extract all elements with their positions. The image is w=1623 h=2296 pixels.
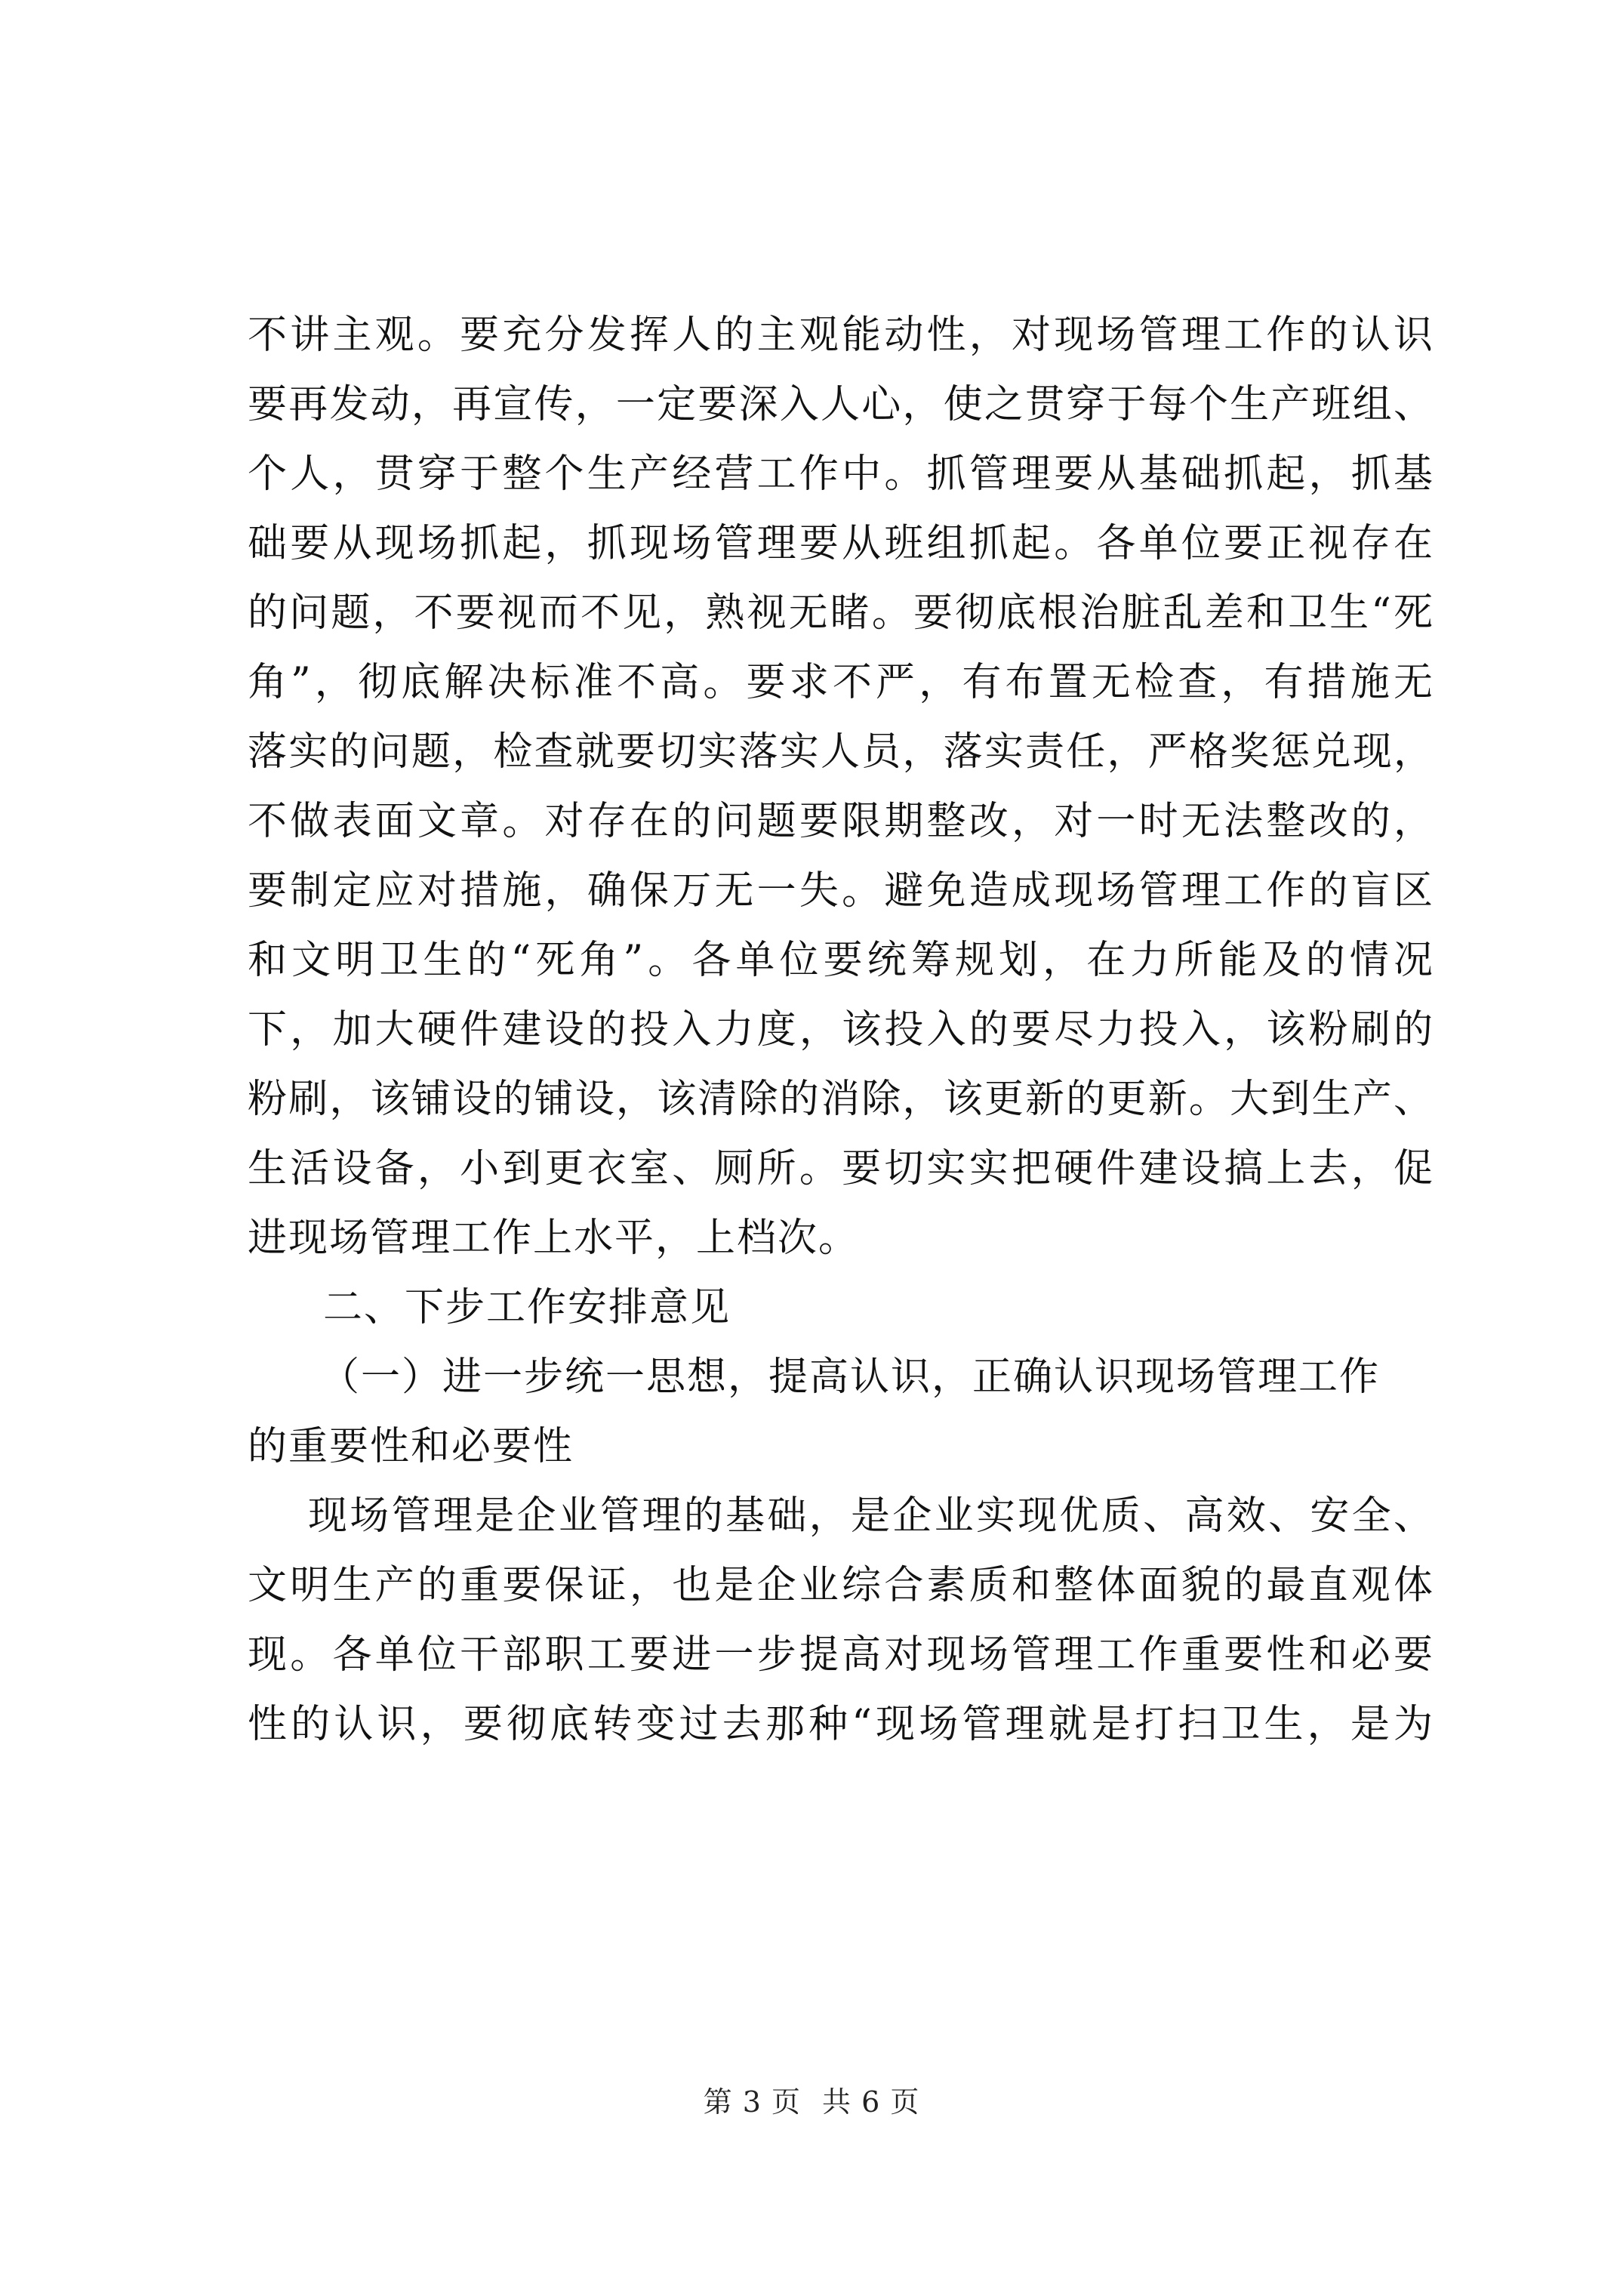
page-number: 第 3 页 xyxy=(703,2085,801,2119)
section-heading: 二、下步工作安排意见 xyxy=(323,1285,731,1330)
body-text xyxy=(248,300,1434,1759)
text-line: 不讲主观。要充分发挥人的主观能动性，对现场管理工作的认识 xyxy=(248,313,1434,358)
subheading-line-1: （一）进一步统一思想，提高认识，正确认识现场管理工作 xyxy=(320,1354,1381,1400)
paragraph-line: 性的认识，要彻底转变过去那种“现场管理就是打扫卫生，是为 xyxy=(248,1702,1434,1747)
text-line: 角”，彻底解决标准不高。要求不严，有布置无检查，有措施无 xyxy=(248,660,1434,705)
paragraph-line: 现。各单位干部职工要进一步提高对现场管理工作重要性和必要 xyxy=(248,1632,1434,1678)
page-footer xyxy=(0,2085,1623,2119)
text-line: 落实的问题，检查就要切实落实人员，落实责任，严格奖惩兑现， xyxy=(248,729,1434,775)
text-line: 进现场管理工作上水平，上档次。 xyxy=(248,1216,860,1261)
text-line: 要制定应对措施，确保万无一失。避免造成现场管理工作的盲区 xyxy=(248,868,1434,914)
text-line: 粉刷，该铺设的铺设，该清除的消除，该更新的更新。大到生产、 xyxy=(248,1077,1434,1122)
text-line: 要再发动，再宣传，一定要深入人心，使之贯穿于每个生产班组、 xyxy=(248,382,1434,427)
paragraph-line: 文明生产的重要保证，也是企业综合素质和整体面貌的最直观体 xyxy=(248,1563,1434,1608)
text-line: 下，加大硬件建设的投入力度，该投入的要尽力投入，该粉刷的 xyxy=(248,1007,1434,1052)
text-line: 的问题，不要视而不见，熟视无睹。要彻底根治脏乱差和卫生“死 xyxy=(248,590,1434,636)
paragraph-line: 现场管理是企业管理的基础，是企业实现优质、高效、安全、 xyxy=(308,1493,1434,1539)
subheading-line-2: 的重要性和必要性 xyxy=(248,1424,574,1469)
text-line: 个人，贯穿于整个生产经营工作中。抓管理要从基础抓起，抓基 xyxy=(248,451,1434,497)
text-line: 生活设备，小到更衣室、厕所。要切实实把硬件建设搞上去，促 xyxy=(248,1146,1434,1191)
text-line: 础要从现场抓起，抓现场管理要从班组抓起。各单位要正视存在 xyxy=(248,521,1434,566)
text-line: 不做表面文章。对存在的问题要限期整改，对一时无法整改的， xyxy=(248,799,1434,844)
page-total: 共 6 页 xyxy=(822,2085,920,2119)
text-line: 和文明卫生的“死角”。各单位要统筹规划，在力所能及的情况 xyxy=(248,938,1434,983)
